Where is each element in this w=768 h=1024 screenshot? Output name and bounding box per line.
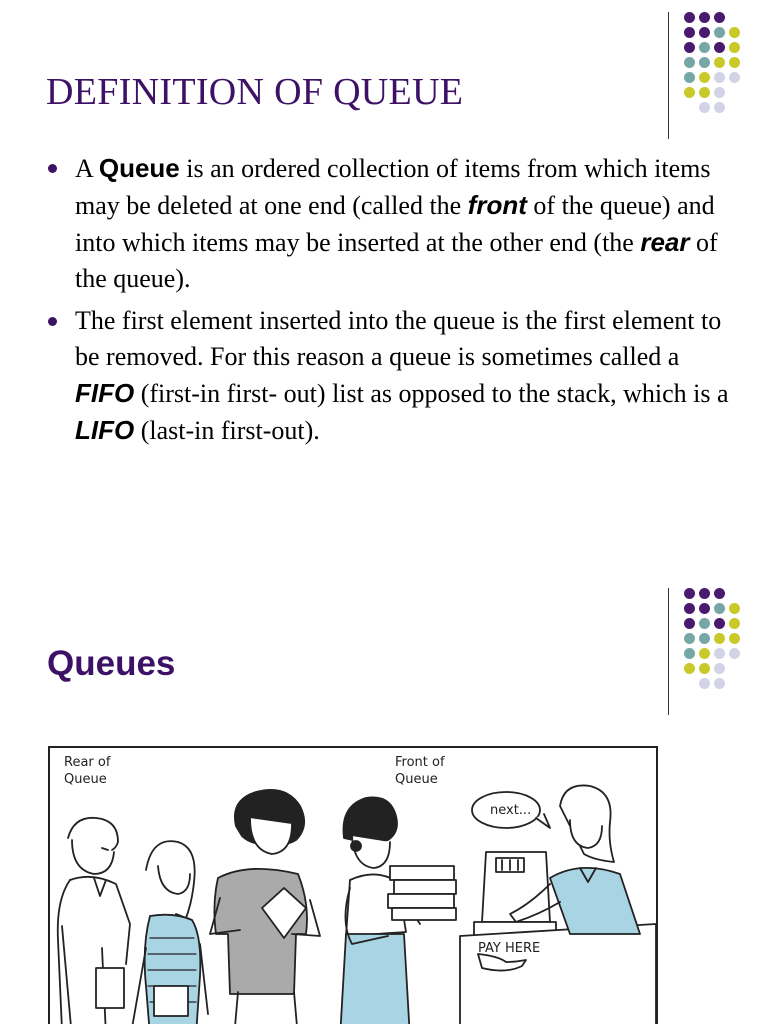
queue-illustration	[48, 746, 658, 1024]
front-label-line1: Front of	[395, 755, 445, 770]
bullet-icon	[48, 164, 57, 173]
bullet-text: The first element inserted into the queue is the first element to be removed. For this reason a queue is sometimes called a	[75, 306, 722, 371]
front-label-line2: Queue	[395, 772, 438, 787]
person-rear	[58, 818, 130, 1024]
bullet-text: is an ordered collection of items from which items may be deleted at one end (called the	[75, 154, 711, 220]
bullet-text: (first-in first- out) list as opposed to the stack, which is a	[134, 379, 729, 408]
counter	[460, 924, 656, 1024]
rear-of-queue-label	[64, 754, 110, 788]
bullet-list	[46, 150, 736, 455]
slide-queues	[0, 580, 768, 1024]
slide-title: Queues	[47, 644, 176, 683]
term-fifo: FIFO	[75, 378, 135, 408]
term-front: front	[467, 190, 527, 220]
term-queue: Queue	[98, 153, 180, 183]
slide-title: DEFINITION OF QUEUE	[46, 71, 464, 113]
front-of-queue-label	[395, 754, 445, 788]
bullet-text: of the queue).	[75, 228, 718, 293]
person-reader	[210, 790, 320, 1024]
bullet-text: (last-in first-out).	[134, 416, 320, 445]
bullet-item-fifo	[46, 303, 736, 449]
bullet-text: of the queue) and into which items may be inserted at the other end (the	[75, 191, 715, 257]
divider-line	[668, 12, 669, 139]
rear-label-line1: Rear of	[64, 755, 111, 770]
cash-register	[474, 852, 556, 936]
term-lifo: LIFO	[75, 415, 135, 445]
bullet-icon	[48, 317, 57, 326]
bullet-item-queue-definition	[46, 150, 736, 297]
pay-here-sign: PAY HERE	[478, 941, 541, 956]
person-girl	[132, 841, 208, 1024]
queue-illustration-drawing	[50, 748, 656, 1024]
rear-label-line2: Queue	[64, 772, 107, 787]
speech-bubble-text: next...	[490, 803, 532, 818]
bullet-text: A	[75, 154, 99, 183]
term-rear: rear	[640, 227, 690, 257]
divider-line	[668, 588, 669, 715]
person-front	[340, 797, 456, 1024]
